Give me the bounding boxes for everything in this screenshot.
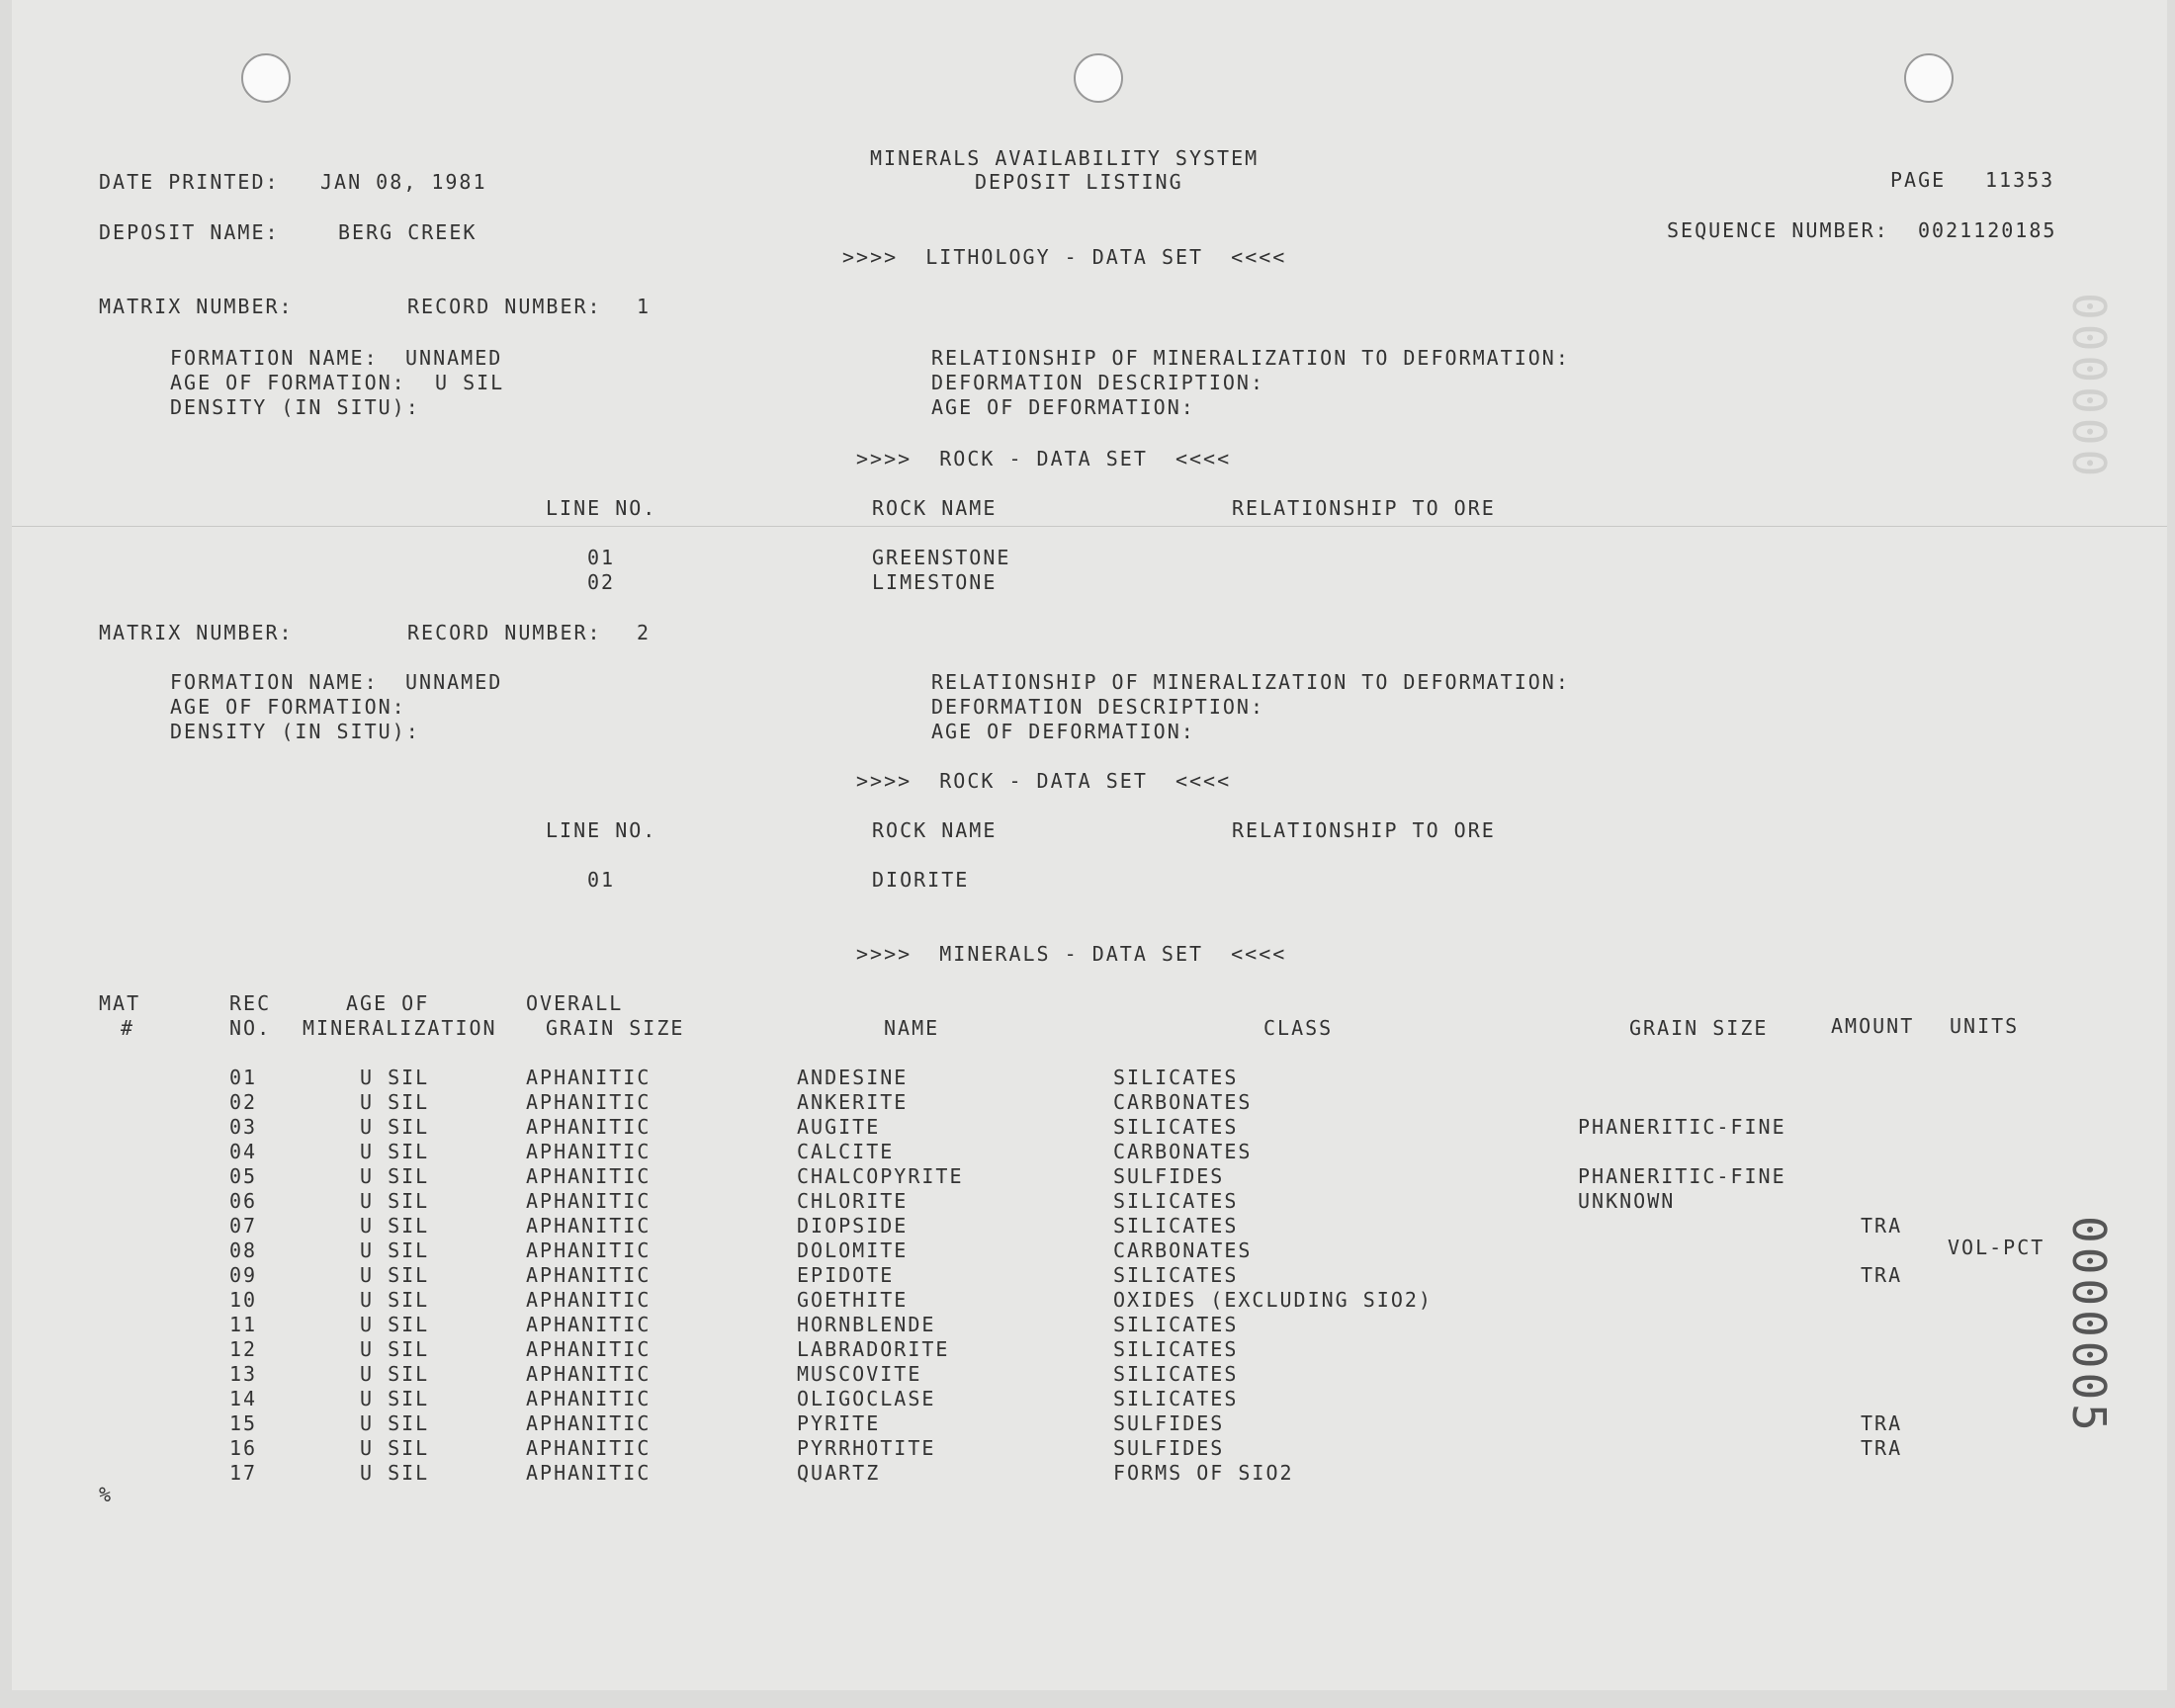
rock-heading: >>>> ROCK - DATA SET <<<< [856, 769, 1232, 793]
rock-name-header: ROCK NAME [872, 496, 998, 520]
density-label: DENSITY (IN SITU): [170, 395, 420, 419]
relationship-to-ore-header: RELATIONSHIP TO ORE [1232, 496, 1496, 520]
age-of-formation-label: AGE OF FORMATION: [170, 371, 406, 394]
units-value: VOL-PCT [1948, 1236, 2045, 1259]
end-of-listing-mark: % [99, 1483, 114, 1506]
mineral-age: U SIL [360, 1115, 430, 1139]
deposit-name-label: DEPOSIT NAME: [99, 220, 280, 244]
formation-name: UNNAMED [405, 346, 503, 370]
age-header: MINERALIZATION [303, 1016, 497, 1040]
age-header: AGE OF [346, 991, 430, 1015]
mineral-overall-grain: APHANITIC [526, 1140, 652, 1163]
mineral-grain-size: PHANERITIC-FINE [1578, 1115, 1786, 1139]
mineral-rec-no: 14 [229, 1387, 258, 1410]
mineral-class: SILICATES [1113, 1337, 1239, 1361]
mineral-rec-no: 02 [229, 1090, 258, 1114]
mineral-name: ANKERITE [797, 1090, 909, 1114]
mineral-class: OXIDES (EXCLUDING SIO2) [1113, 1288, 1433, 1312]
class-header: CLASS [1263, 1016, 1334, 1040]
mineral-overall-grain: APHANITIC [526, 1214, 652, 1238]
rock-line-no: 01 [587, 546, 616, 569]
formation-name-label: FORMATION NAME: [170, 346, 379, 370]
overall-grain-header: OVERALL [526, 991, 624, 1015]
mineral-age: U SIL [360, 1288, 430, 1312]
mineral-rec-no: 17 [229, 1461, 258, 1485]
mineral-class: SILICATES [1113, 1214, 1239, 1238]
mineral-rec-no: 05 [229, 1164, 258, 1188]
mineral-age: U SIL [360, 1337, 430, 1361]
mineral-rec-no: 03 [229, 1115, 258, 1139]
mineral-name: DIOPSIDE [797, 1214, 909, 1238]
mineral-rec-no: 10 [229, 1288, 258, 1312]
rock-name: GREENSTONE [872, 546, 1011, 569]
rock-line-no: 01 [587, 868, 616, 892]
lithology-heading: >>>> LITHOLOGY - DATA SET <<<< [842, 245, 1287, 269]
mineral-name: ANDESINE [797, 1066, 909, 1089]
mineral-amount: TRA [1861, 1263, 1903, 1287]
rock-line-no: 02 [587, 570, 616, 594]
mineral-overall-grain: APHANITIC [526, 1288, 652, 1312]
rock-heading: >>>> ROCK - DATA SET <<<< [856, 447, 1232, 470]
mineral-name: PYRITE [797, 1411, 881, 1435]
mineral-amount: TRA [1861, 1214, 1903, 1238]
units-header: UNITS [1950, 1014, 2020, 1038]
mat-header: MAT [99, 991, 141, 1015]
age-of-deformation-label: AGE OF DEFORMATION: [931, 720, 1195, 743]
mat-header: # [121, 1016, 135, 1040]
mineral-overall-grain: APHANITIC [526, 1066, 652, 1089]
grain-size-header: GRAIN SIZE [1629, 1016, 1769, 1040]
mineral-rec-no: 06 [229, 1189, 258, 1213]
record-number: 2 [637, 621, 652, 644]
minerals-heading: >>>> MINERALS - DATA SET <<<< [856, 942, 1287, 966]
mineral-name: EPIDOTE [797, 1263, 895, 1287]
line-no-header: LINE NO. [546, 496, 657, 520]
printout-sheet [12, 0, 2167, 1690]
mineral-name: QUARTZ [797, 1461, 881, 1485]
mineral-class: CARBONATES [1113, 1140, 1253, 1163]
density-label: DENSITY (IN SITU): [170, 720, 420, 743]
deformation-description-label: DEFORMATION DESCRIPTION: [931, 371, 1264, 394]
mineral-grain-size: PHANERITIC-FINE [1578, 1164, 1786, 1188]
overall-grain-header: GRAIN SIZE [546, 1016, 685, 1040]
line-no-header: LINE NO. [546, 818, 657, 842]
mineral-rec-no: 12 [229, 1337, 258, 1361]
relationship-to-ore-header: RELATIONSHIP TO ORE [1232, 818, 1496, 842]
deformation-description-label: DEFORMATION DESCRIPTION: [931, 695, 1264, 719]
date-printed-label: DATE PRINTED: [99, 170, 280, 194]
mineral-class: SILICATES [1113, 1115, 1239, 1139]
mineral-name: HORNBLENDE [797, 1313, 936, 1336]
relationship-deformation-label: RELATIONSHIP OF MINERALIZATION TO DEFORMATION: [931, 346, 1570, 370]
mineral-age: U SIL [360, 1090, 430, 1114]
mineral-name-header: NAME [884, 1016, 940, 1040]
mineral-class: FORMS OF SIO2 [1113, 1461, 1294, 1485]
mineral-name: OLIGOCLASE [797, 1387, 936, 1410]
mineral-name: PYRRHOTITE [797, 1436, 936, 1460]
mineral-rec-no: 11 [229, 1313, 258, 1336]
mineral-rec-no: 08 [229, 1238, 258, 1262]
matrix-number-label: MATRIX NUMBER: [99, 295, 294, 318]
record-number: 1 [637, 295, 652, 318]
mineral-class: CARBONATES [1113, 1238, 1253, 1262]
mineral-overall-grain: APHANITIC [526, 1461, 652, 1485]
rock-name-header: ROCK NAME [872, 818, 998, 842]
mineral-overall-grain: APHANITIC [526, 1362, 652, 1386]
formation-name-label: FORMATION NAME: [170, 670, 379, 694]
record-number-label: RECORD NUMBER: [407, 295, 602, 318]
mineral-amount: TRA [1861, 1436, 1903, 1460]
mineral-rec-no: 09 [229, 1263, 258, 1287]
mineral-class: CARBONATES [1113, 1090, 1253, 1114]
mineral-name: LABRADORITE [797, 1337, 950, 1361]
sequence-number: 0021120185 [1918, 218, 2057, 242]
punch-hole [241, 53, 291, 103]
mineral-age: U SIL [360, 1387, 430, 1410]
matrix-number-label: MATRIX NUMBER: [99, 621, 294, 644]
formation-name: UNNAMED [405, 670, 503, 694]
mineral-overall-grain: APHANITIC [526, 1411, 652, 1435]
mineral-overall-grain: APHANITIC [526, 1164, 652, 1188]
mineral-age: U SIL [360, 1164, 430, 1188]
age-of-formation: U SIL [435, 371, 505, 394]
listing-title: DEPOSIT LISTING [975, 170, 1183, 194]
mineral-age: U SIL [360, 1189, 430, 1213]
mineral-grain-size: UNKNOWN [1578, 1189, 1676, 1213]
page-number: 11353 [1985, 168, 2055, 192]
mineral-class: SULFIDES [1113, 1411, 1225, 1435]
mineral-rec-no: 04 [229, 1140, 258, 1163]
mineral-name: CHLORITE [797, 1189, 909, 1213]
mineral-age: U SIL [360, 1238, 430, 1262]
age-of-formation-label: AGE OF FORMATION: [170, 695, 406, 719]
mineral-overall-grain: APHANITIC [526, 1436, 652, 1460]
deposit-name: BERG CREEK [338, 220, 478, 244]
mineral-class: SULFIDES [1113, 1164, 1225, 1188]
mineral-overall-grain: APHANITIC [526, 1263, 652, 1287]
mineral-age: U SIL [360, 1214, 430, 1238]
mineral-rec-no: 16 [229, 1436, 258, 1460]
mineral-age: U SIL [360, 1411, 430, 1435]
rock-name: LIMESTONE [872, 570, 998, 594]
mineral-age: U SIL [360, 1313, 430, 1336]
mineral-rec-no: 07 [229, 1214, 258, 1238]
relationship-deformation-label: RELATIONSHIP OF MINERALIZATION TO DEFORMATION: [931, 670, 1570, 694]
punch-hole [1074, 53, 1123, 103]
mineral-class: SILICATES [1113, 1189, 1239, 1213]
age-of-deformation-label: AGE OF DEFORMATION: [931, 395, 1195, 419]
mineral-class: SILICATES [1113, 1066, 1239, 1089]
mineral-age: U SIL [360, 1140, 430, 1163]
rec-header: NO. [229, 1016, 272, 1040]
mineral-overall-grain: APHANITIC [526, 1238, 652, 1262]
rec-header: REC [229, 991, 272, 1015]
mineral-overall-grain: APHANITIC [526, 1337, 652, 1361]
mineral-name: CHALCOPYRITE [797, 1164, 964, 1188]
mineral-age: U SIL [360, 1461, 430, 1485]
mineral-overall-grain: APHANITIC [526, 1189, 652, 1213]
mineral-rec-no: 13 [229, 1362, 258, 1386]
mineral-rec-no: 01 [229, 1066, 258, 1089]
mineral-class: SILICATES [1113, 1387, 1239, 1410]
mineral-name: DOLOMITE [797, 1238, 909, 1262]
system-title: MINERALS AVAILABILITY SYSTEM [870, 146, 1260, 170]
mineral-age: U SIL [360, 1263, 430, 1287]
mineral-class: SILICATES [1113, 1313, 1239, 1336]
mineral-rec-no: 15 [229, 1411, 258, 1435]
faint-stamp-number: 000000 [2062, 293, 2116, 481]
mineral-name: AUGITE [797, 1115, 881, 1139]
sequence-label: SEQUENCE NUMBER: [1667, 218, 1889, 242]
mineral-name: MUSCOVITE [797, 1362, 922, 1386]
record-number-label: RECORD NUMBER: [407, 621, 602, 644]
mineral-age: U SIL [360, 1436, 430, 1460]
amount-header: AMOUNT [1831, 1014, 1915, 1038]
mineral-class: SILICATES [1113, 1362, 1239, 1386]
page-stamp-number: 0000005 [2062, 1216, 2116, 1435]
mineral-class: SILICATES [1113, 1263, 1239, 1287]
mineral-overall-grain: APHANITIC [526, 1313, 652, 1336]
mineral-age: U SIL [360, 1362, 430, 1386]
page-label: PAGE [1890, 168, 1947, 192]
mineral-name: CALCITE [797, 1140, 895, 1163]
mineral-class: SULFIDES [1113, 1436, 1225, 1460]
mineral-overall-grain: APHANITIC [526, 1387, 652, 1410]
mineral-overall-grain: APHANITIC [526, 1090, 652, 1114]
mineral-name: GOETHITE [797, 1288, 909, 1312]
date-printed: JAN 08, 1981 [320, 170, 487, 194]
mineral-amount: TRA [1861, 1411, 1903, 1435]
mineral-age: U SIL [360, 1066, 430, 1089]
mineral-overall-grain: APHANITIC [526, 1115, 652, 1139]
rock-name: DIORITE [872, 868, 970, 892]
page-fold-line [12, 526, 2167, 527]
punch-hole [1904, 53, 1954, 103]
